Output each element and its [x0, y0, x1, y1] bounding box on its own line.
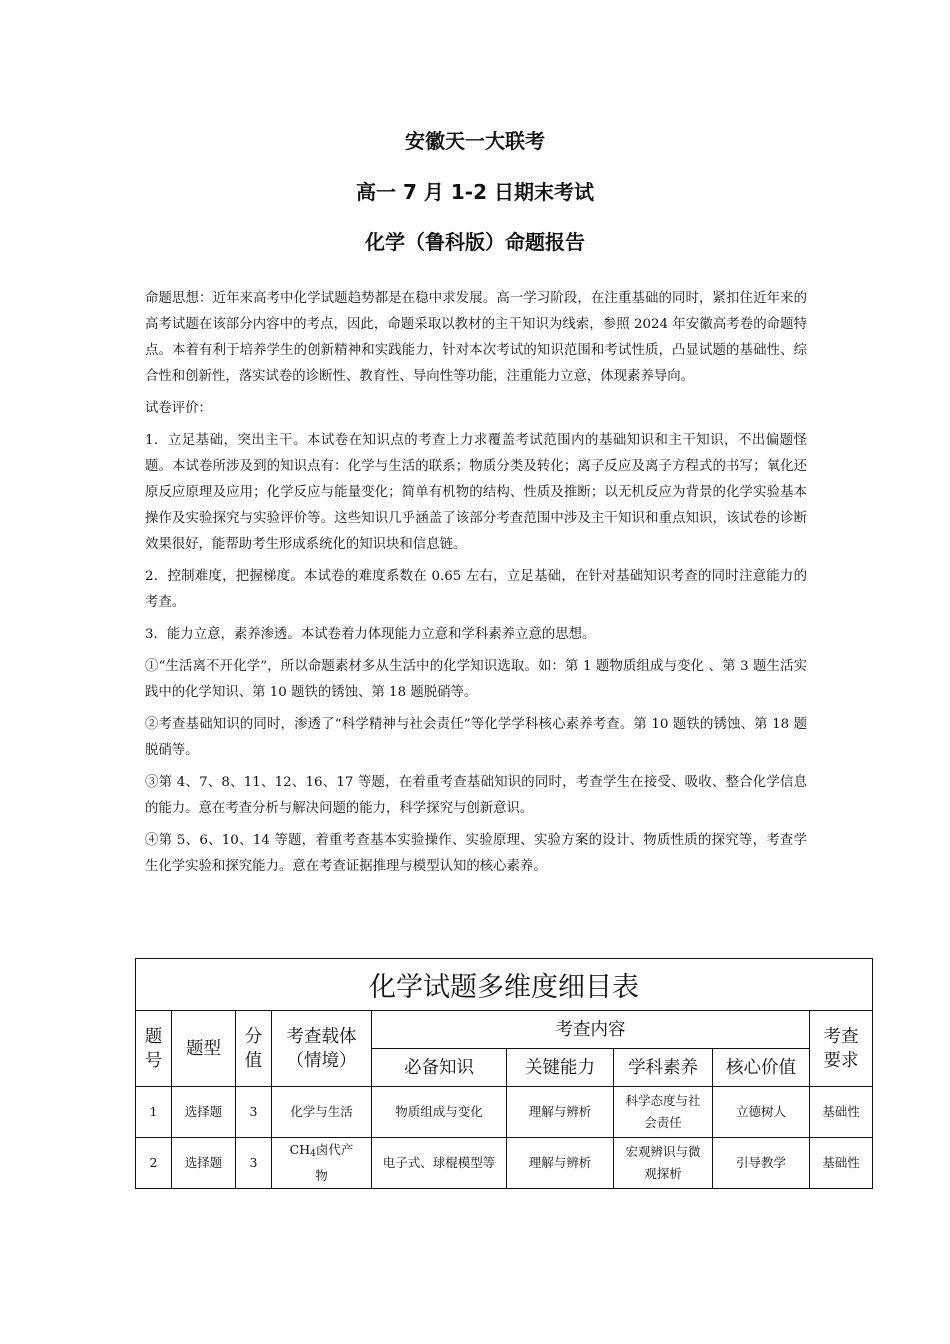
- title-exam-org: 安徽天一大联考: [405, 129, 545, 153]
- evaluation-point-3: 3．能力立意，素养渗透。本试卷着力体现能力立意和学科素养立意的思想。: [145, 627, 596, 642]
- specification-table: [135, 958, 873, 1189]
- header-content: 考查内容: [372, 1011, 810, 1049]
- header-score: 分值: [236, 1011, 272, 1087]
- cell-type: 选择题: [172, 1087, 236, 1138]
- cell-literacy: 科学态度与社会责任: [614, 1087, 713, 1138]
- cell-value: 立德树人: [713, 1087, 810, 1138]
- sub-point-4: ④第 5、6、10、14 等题，着重考查基本实验操作、实验原理、实验方案的设计、物质性质的探究等，考查学生化学实验和探究能力。意在考查证据推理与模型认知的核心素养。: [145, 833, 807, 874]
- sub-point-3: ③第 4、7、8、11、12、16、17 等题，在着重考查基础知识的同时，考查学生在接受、吸收、整合化学信息的能力。意在考查分析与解决问题的能力，科学探究与创新意识。: [145, 775, 807, 816]
- title-report: 化学（鲁科版）命题报告: [365, 230, 585, 254]
- evaluation-point-1: 1．立足基础，突出主干。本试卷在知识点的考查上力求覆盖考试范围内的基础知识和主干知识，不出偏题怪题。本试卷所涉及到的知识点有：化学与生活的联系；物质分类及转化；离子反应及离子方程式的书写；氧化还原反应原理及应用；化学反应与能量变化；简单有机物的结构、性质及推断；以无机反应为背景的化学实验基本操作及实验探究与实验评价等。这些知识几乎涵盖了该部分考查范围中涉及主干知识和重点知识，该试卷的诊断效果很好，能帮助考生形成系统化的知识块和信息链。: [145, 433, 807, 552]
- title-exam-name: 高一 7 月 1-2 日期末考试: [356, 180, 594, 204]
- cell-literacy: 宏观辨识与微观探析: [614, 1138, 713, 1189]
- table-title: 化学试题多维度细目表: [136, 959, 873, 1011]
- formula-subscript: 4: [310, 1149, 316, 1159]
- intro-paragraph: 命题思想：近年来高考中化学试题趋势都是在稳中求发展。高一学习阶段，在注重基础的同时，紧扣住近年来的高考试题在该部分内容中的考点，因此，命题采取以教材的主干知识为线索，参照 2024 年安徽高考卷的命题特点。本着有利于培养学生的创新精神和实践能力，针对本次考试的知识范围和考试性质，凸显试题的基础性、综合性和创新性，落实试卷的诊断性、教育性、导向性等功能，注重能力立意，体现素养导向。: [145, 291, 807, 384]
- formula-ch: CH: [289, 1142, 311, 1157]
- cell-ability: 理解与辨析: [507, 1087, 614, 1138]
- cell-no: 2: [136, 1138, 172, 1189]
- sub-point-2: ②考查基础知识的同时，渗透了“科学精神与社会责任”等化学学科核心素养考查。第 10 题铁的锈蚀、第 18 题脱硝等。: [145, 717, 807, 758]
- cell-carrier: 化学与生活: [272, 1087, 372, 1138]
- header-requirement: 考查要求: [810, 1011, 873, 1087]
- cell-score: 3: [236, 1138, 272, 1189]
- header-ability: 关键能力: [507, 1049, 614, 1087]
- evaluation-point-2: 2．控制难度，把握梯度。本试卷的难度系数在 0.65 左右，立足基础，在针对基础知识考查的同时注意能力的考查。: [145, 569, 807, 610]
- cell-requirement: 基础性: [810, 1138, 873, 1189]
- header-carrier: 考查载体（情境）: [272, 1011, 372, 1087]
- cell-ability: 理解与辨析: [507, 1138, 614, 1189]
- cell-knowledge: 电子式、球棍模型等: [372, 1138, 507, 1189]
- header-question-no: 题号: [136, 1011, 172, 1087]
- report-body: [145, 286, 807, 880]
- evaluation-heading: 试卷评价：: [145, 401, 212, 416]
- cell-no: 1: [136, 1087, 172, 1138]
- cell-carrier: [272, 1138, 372, 1189]
- header-knowledge: 必备知识: [372, 1049, 507, 1087]
- table-row: [136, 1138, 873, 1189]
- carrier-text: 卤代产物: [315, 1142, 354, 1183]
- table-row: [136, 1087, 873, 1138]
- sub-point-1: ①“生活离不开化学”，所以命题素材多从生活中的化学知识选取。如：第 1 题物质组成与变化 、第 3 题生活实践中的化学知识、第 10 题铁的锈蚀、第 18 题脱硝等。: [145, 659, 807, 700]
- header-value: 核心价值: [713, 1049, 810, 1087]
- cell-type: 选择题: [172, 1138, 236, 1189]
- header-question-type: 题型: [172, 1011, 236, 1087]
- cell-knowledge: 物质组成与变化: [372, 1087, 507, 1138]
- header-literacy: 学科素养: [614, 1049, 713, 1087]
- cell-value: 引导教学: [713, 1138, 810, 1189]
- cell-requirement: 基础性: [810, 1087, 873, 1138]
- cell-score: 3: [236, 1087, 272, 1138]
